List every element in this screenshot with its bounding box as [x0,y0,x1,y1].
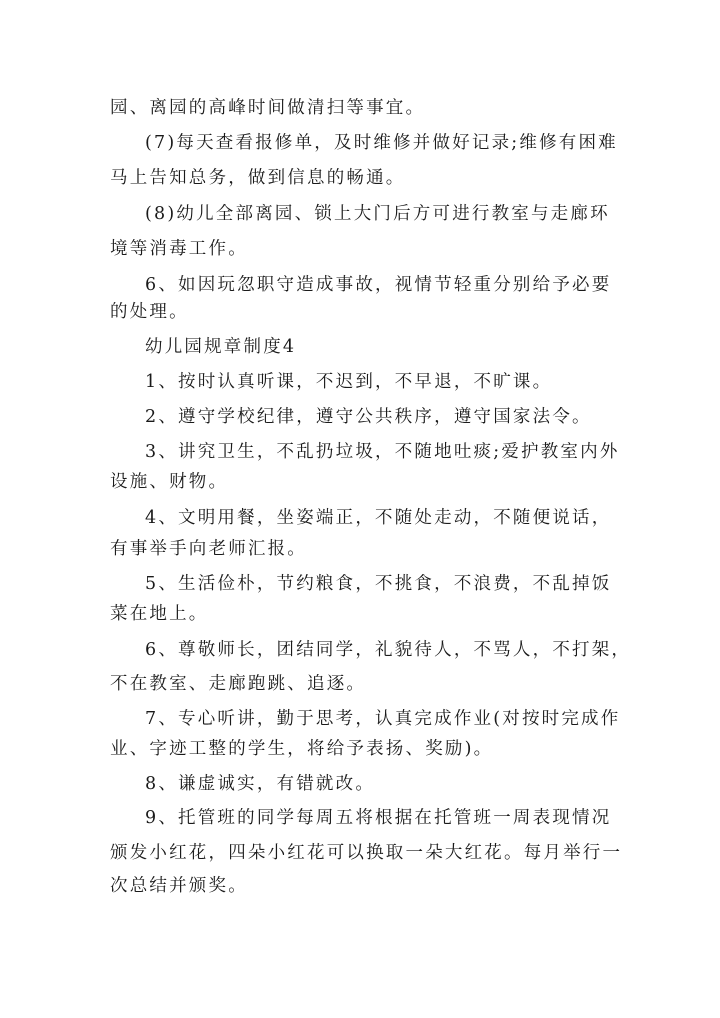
text-line: (8)幼儿全部离园、锁上大门后方可进行教室与走廊环 [145,204,610,224]
text-line: 5、生活俭朴，节约粮食，不挑食，不浪费，不乱掉饭 [145,574,612,594]
text-line: 6、尊敬师长，团结同学，礼貌待人，不骂人，不打架， [145,640,632,660]
text-line: 6、如因玩忽职守造成事故，视情节轻重分别给予必要 [145,275,612,295]
text-line: 次总结并颁奖。 [110,876,248,896]
section-heading: 幼儿园规章制度4 [145,337,297,357]
text-line: 1、按时认真听课，不迟到，不早退，不旷课。 [145,372,553,392]
text-line: 园、离园的高峰时间做清扫等事宜。 [110,98,426,118]
text-line: 8、谦虚诚实，有错就改。 [145,774,376,794]
text-line: (7)每天查看报修单，及时维修并做好记录;维修有困难 [145,133,618,153]
text-line: 有事举手向老师汇报。 [110,539,307,559]
text-line: 9、托管班的同学每周五将根据在托管班一周表现情况 [145,808,612,828]
text-line: 2、遵守学校纪律，遵守公共秩序，遵守国家法令。 [145,407,592,427]
text-line: 颁发小红花，四朵小红花可以换取一朵大红花。每月举行一 [110,843,623,863]
text-line: 境等消毒工作。 [110,239,248,259]
text-line: 马上告知总务，做到信息的畅通。 [110,168,406,188]
text-line: 4、文明用餐，坐姿端正，不随处走动，不随便说话， [145,508,612,528]
text-line: 不在教室、走廊跑跳、追逐。 [110,674,367,694]
text-line: 3、讲究卫生，不乱扔垃圾，不随地吐痰;爱护教室内外 [145,442,620,462]
text-line: 的处理。 [110,302,189,322]
text-line: 业、字迹工整的学生，将给予表扬、奖励)。 [110,739,494,759]
text-line: 7、专心听讲，勤于思考，认真完成作业(对按时完成作 [145,709,621,729]
text-line: 设施、财物。 [110,472,229,492]
text-line: 菜在地上。 [110,604,209,624]
